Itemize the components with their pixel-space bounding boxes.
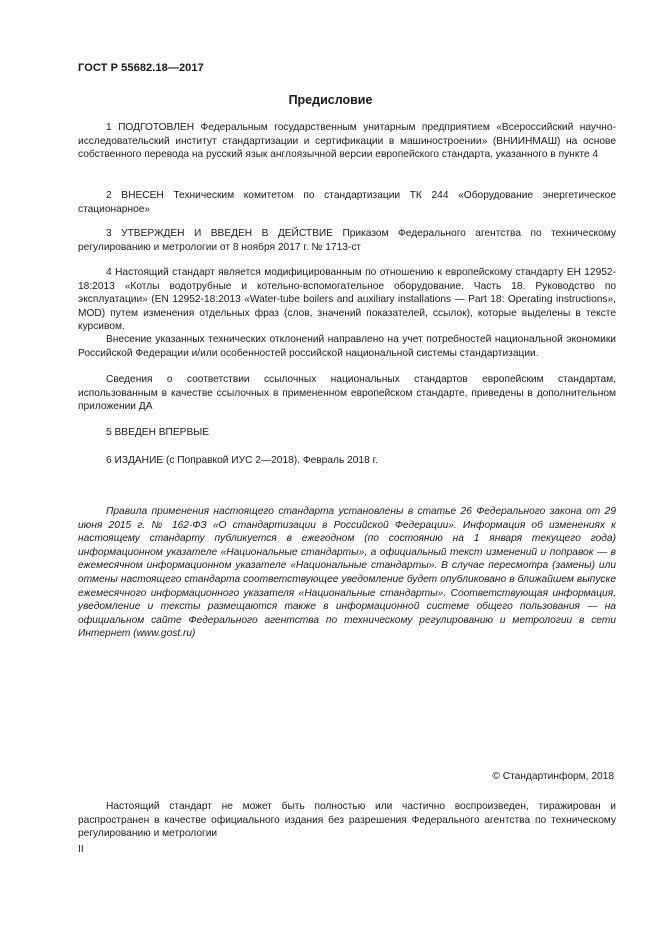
page-title: Предисловие (288, 93, 373, 107)
paragraph-references: Сведения о соответствии ссылочных национальных стандартов европейским стандартам, использованным в качестве ссылочных в примененном европейском стандарте, приведены в дополнительном приложении ДА (78, 374, 616, 413)
paragraph-item-1: 1 ПОДГОТОВЛЕН Федеральным государственным унитарным предприятием «Всероссийский научно-исследовательский институт стандартизации и сертификации в машиностроении» (ВНИИНМАШ) на основе собственного перевода на русский язык англоязычной версии европейского стандарта, указанного в пункте 4 (78, 122, 616, 161)
paragraph-item-3: 3 УТВЕРЖДЕН И ВВЕДЕН В ДЕЙСТВИЕ Приказом Федерального агентства по техническому регулированию и метрологии от 8 ноября 2017 г. № 1713-ст (78, 228, 616, 253)
paragraph-item-4: 4 Настоящий стандарт является модифицированным по отношению к европейскому стандарту ЕН 12952-18:2013 «Котлы водотрубные и котельно-вспомогательное оборудование. Часть 18. Руководство по эксплуатации» (EN 12952-18:2013 «Water-tube boilers and auxiliary installations — Part 18: Operating instructions», MOD) путем изменения отдельных фраз (слов, значений показателей, ссылок), которые выделены в тексте курсивом. (78, 267, 616, 333)
paragraph-item-2: 2 ВНЕСЕН Техническим комитетом по стандартизации ТК 244 «Оборудование энергетическое стационарное» (78, 190, 616, 215)
application-rules-notice: Правила применения настоящего стандарта установлены в статье 26 Федерального закона от 29 июня 2015 г. № 162-ФЗ «О стандартизации в Российской Федерации». Информация об изменениях к настоящему стандарту публикуется в ежегодном (по состоянию на 1 января текущего года) информационном указателе «Национальные стандарты», а официальный текст изменений и поправок — в ежемесячном информационном указателе «Национальные стандарты». В случае пересмотра (замены) или отмены настоящего стандарта соответствующее уведомление будет опубликовано в ближайшем выпуске ежемесячного информационного указателя «Национальные стандарты». Соответствующая информация, уведомление и тексты размещаются также в информационной системе общего пользования — на официальном сайте Федерального агентства по техническому регулированию и метрологии в сети Интернет (www.gost.ru) (78, 506, 616, 640)
page-number: II (78, 844, 84, 855)
paragraph-item-5: 5 ВВЕДЕН ВПЕРВЫЕ (106, 427, 210, 438)
paragraph-deviations: Внесение указанных технических отклонений направлено на учет потребностей национальной экономики Российской Федерации и/или особенностей российской национальной системы стандартизации. (78, 334, 616, 359)
standard-id-header: ГОСТ Р 55682.18—2017 (78, 62, 204, 74)
copyright-line: © Стандартинформ, 2018 (492, 771, 614, 782)
reproduction-notice: Настоящий стандарт не может быть полностью или частично воспроизведен, тиражирован и распространен в качестве официального издания без разрешения Федерального агентства по техническому регулированию и метрологии (78, 801, 616, 840)
paragraph-item-6: 6 ИЗДАНИЕ (с Поправкой ИУС 2—2018). Февраль 2018 г. (106, 455, 378, 466)
